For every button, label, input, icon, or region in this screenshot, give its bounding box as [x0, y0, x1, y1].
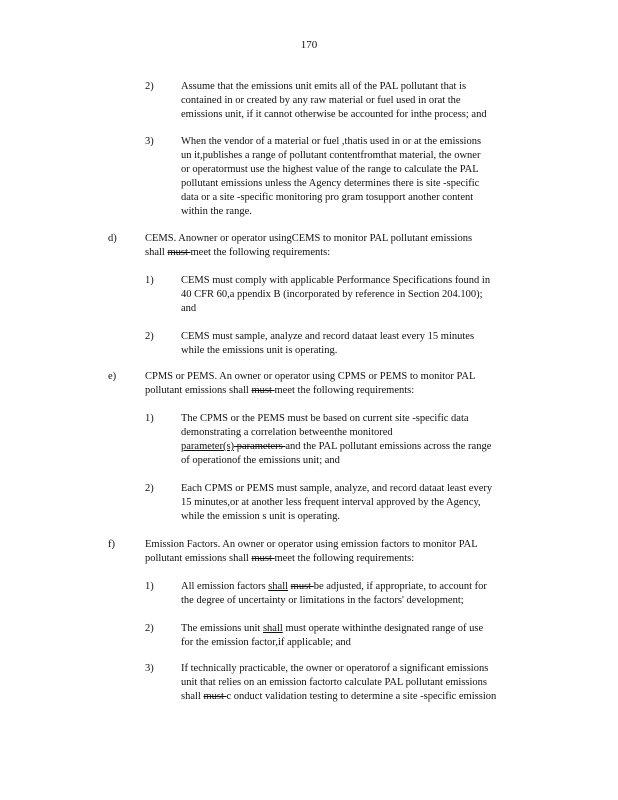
text-line: emissions unit, if it cannot otherwise be accounted for inthe process; and — [181, 109, 487, 120]
text-line: while the emission s unit is operating. — [181, 511, 340, 522]
text-line: shall must c onduct validation testing to determine a site -specific emission — [181, 691, 497, 702]
struck-text: must — [251, 385, 275, 396]
text-line: within the range. — [181, 206, 252, 217]
item-text — [181, 662, 561, 704]
section-letter: d) — [108, 233, 117, 244]
text-line: unit that relies on an emission factorto calculate PAL pollutant emissions — [181, 677, 487, 688]
text-line: pollutant emissions unless the Agency determines there is site -specific — [181, 178, 480, 189]
text-line: un it,publishes a range of pollutant contentfromthat material, the owner — [181, 150, 481, 161]
section-text — [145, 232, 565, 260]
item-number: 3) — [145, 663, 154, 674]
text-line: CPMS or PEMS. An owner or operator using CPMS or PEMS to monitor PAL — [145, 371, 476, 382]
text-line: parameter(s) parameters and the PAL pollutant emissions across the range — [181, 441, 492, 452]
text-line: 15 minutes,or at another less frequent interval approved by the Agency, — [181, 497, 481, 508]
text-line: pollutant emissions shall must meet the following requirements: — [145, 553, 415, 564]
item-text — [181, 80, 561, 122]
section-text — [145, 370, 565, 398]
text-line: or operatormust use the highest value of the range to calculate the PAL — [181, 164, 479, 175]
text-line: The emissions unit shall must operate withinthe designated range of use — [181, 623, 484, 634]
item-text — [181, 482, 561, 524]
text-line: If technically practicable, the owner or operatorof a significant emissions — [181, 663, 489, 674]
text-line: shall must meet the following requirements: — [145, 247, 331, 258]
text-line: 40 CFR 60,a ppendix B (incorporated by reference in Section 204.100); — [181, 289, 483, 300]
item-number: 2) — [145, 331, 154, 342]
page-number: 170 — [300, 39, 318, 51]
struck-text: must — [251, 553, 275, 564]
item-number: 1) — [145, 275, 154, 286]
text-line: Emission Factors. An owner or operator using emission factors to monitor PAL — [145, 539, 478, 550]
item-number: 3) — [145, 136, 154, 147]
item-text — [181, 330, 561, 358]
item-number: 1) — [145, 413, 154, 424]
struck-text: parameters — [234, 441, 286, 452]
text-line: All emission factors shall must be adjusted, if appropriate, to account for — [181, 581, 487, 592]
item-text — [181, 622, 561, 650]
section-text — [145, 538, 565, 566]
struck-text: must — [203, 691, 227, 702]
inserted-text: shall — [262, 623, 283, 634]
section-letter: f) — [108, 539, 115, 550]
text-line: for the emission factor,if applicable; and — [181, 637, 351, 648]
inserted-text: shall — [268, 581, 289, 592]
item-text — [181, 580, 561, 608]
item-text — [181, 135, 561, 219]
text-line: demonstrating a correlation betweenthe monitored — [181, 427, 393, 438]
text-line: while the emissions unit is operating. — [181, 345, 338, 356]
text-line: data or a site -specific monitoring pro gram tosupport another content — [181, 192, 474, 203]
text-line: CEMS must comply with applicable Performance Specifications found in — [181, 275, 491, 286]
text-line: Assume that the emissions unit emits all of the PAL pollutant that is — [181, 81, 467, 92]
item-number: 2) — [145, 81, 154, 92]
text-line: The CPMS or the PEMS must be based on current site -specific data — [181, 413, 469, 424]
text-line: contained in or created by any raw material or fuel used in orat the — [181, 95, 461, 106]
struck-text: must — [167, 247, 191, 258]
text-line: CEMS must sample, analyze and record dataat least every 15 minutes — [181, 331, 475, 342]
struck-text: must — [290, 581, 314, 592]
text-line: pollutant emissions shall must meet the following requirements: — [145, 385, 415, 396]
text-line: CEMS. Anowner or operator usingCEMS to monitor PAL pollutant emissions — [145, 233, 473, 244]
item-number: 2) — [145, 623, 154, 634]
item-number: 2) — [145, 483, 154, 494]
text-line: the degree of uncertainty or limitations in the factors' development; — [181, 595, 464, 606]
item-text — [181, 412, 561, 468]
text-line: of operationof the emissions unit; and — [181, 455, 340, 466]
section-letter: e) — [108, 371, 117, 382]
text-line: and — [181, 303, 197, 314]
inserted-text: parameter(s) — [181, 441, 235, 452]
item-number: 1) — [145, 581, 154, 592]
text-line: Each CPMS or PEMS must sample, analyze, and record dataat least every — [181, 483, 493, 494]
item-text — [181, 274, 561, 316]
text-line: When the vendor of a material or fuel ,thatis used in or at the emissions — [181, 136, 482, 147]
